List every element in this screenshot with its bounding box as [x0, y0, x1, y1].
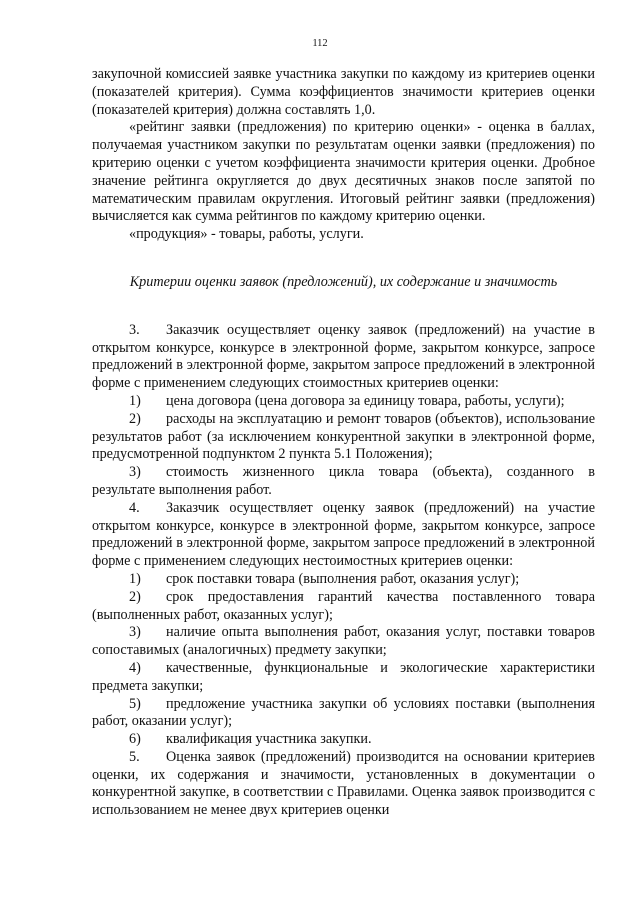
- item-text: наличие опыта выполнения работ, оказания услуг, поставки товаров сопоставимых (аналогичных) предмету закупки;: [92, 624, 595, 659]
- item-number: 5.: [129, 748, 140, 765]
- list-item: [92, 660, 595, 696]
- list-item: [92, 696, 595, 732]
- section-heading: Критерии оценки заявок (предложений), их содержание и значимость: [129, 273, 558, 290]
- item-text: расходы на эксплуатацию и ремонт товаров (объектов), использование результатов работ (за исключением конкурентной закупки в электронной форме, предусмотренной подпунктом 2 пункта 5.1 Положения);: [92, 410, 595, 463]
- list-item: [92, 589, 595, 625]
- page-number: 112: [312, 38, 328, 49]
- numbered-paragraph: [92, 749, 595, 820]
- item-text: срок поставки товара (выполнения работ, оказания услуг);: [166, 570, 520, 587]
- item-number: 2): [129, 588, 141, 605]
- item-text: Заказчик осуществляет оценку заявок (предложений) на участие в открытом конкурсе, конкурсе в электронной форме, закрытом конкурсе, запросе предложений в электронной форме, закрытом запросе предложений в электронной форме с применением следующих стоимостных критериев оценки:: [92, 321, 595, 392]
- definition-paragraph: «рейтинг заявки (предложения) по критерию оценки» - оценка в баллах, получаемая участником закупки по результатам оценки заявки (предложения) по критерию оценки с учетом коэффициента значимости критерия оценки. Дробное значение рейтинга округляется до двух десятичных знаков после запятой по математическим правилам округления. Итоговый рейтинг заявки (предложения) вычисляется как сумма рейтингов по каждому критерию оценки.: [92, 119, 595, 225]
- item-number: 1): [129, 570, 141, 587]
- item-text: срок предоставления гарантий качества поставленного товара (выполненных работ, оказанных услуг);: [92, 588, 595, 623]
- item-text: Заказчик осуществляет оценку заявок (предложений) на участие открытом конкурсе, конкурсе в электронной форме, закрытом конкурсе, запросе предложений в электронной форме, закрытом запросе предложений в электронной форме с применением следующих нестоимостных критериев оценки:: [92, 499, 595, 570]
- item-text: Оценка заявок (предложений) производится на основании критериев оценки, их содержания и значимости, установленных в документации о конкурентной закупке, в соответствии с Правилами. Оценка заявок производится с использованием не менее двух критериев оценки: [92, 748, 595, 819]
- definition-paragraph: «продукция» - товары, работы, услуги.: [129, 226, 364, 243]
- item-text: стоимость жизненного цикла товара (объекта), созданного в результате выполнения работ.: [92, 464, 595, 498]
- item-number: 3.: [129, 321, 140, 338]
- item-number: 4): [129, 659, 141, 676]
- list-item: [92, 624, 595, 660]
- item-number: 3): [129, 624, 141, 641]
- item-text: предложение участника закупки об условиях поставки (выполнения работ, оказании услуг);: [92, 695, 595, 730]
- item-number: 5): [129, 695, 141, 712]
- document-body: [92, 66, 595, 820]
- item-number: 2): [129, 410, 141, 427]
- item-text: квалификация участника закупки.: [166, 731, 372, 748]
- list-item: [92, 464, 595, 500]
- paragraph: закупочной комиссией заявке участника закупки по каждому из критериев оценки (показателей критерия). Сумма коэффициентов значимости критериев оценки (показателей критерия) должна составлять 1,0.: [92, 66, 595, 118]
- item-number: 6): [129, 731, 141, 748]
- item-text: качественные, функциональные и экологические характеристики предмета закупки;: [92, 659, 595, 694]
- list-item: [92, 411, 595, 464]
- item-number: 1): [129, 392, 141, 409]
- numbered-paragraph: [92, 322, 595, 393]
- list-item: [92, 731, 595, 749]
- numbered-paragraph: [92, 500, 595, 571]
- list-item: [92, 393, 595, 411]
- list-item: [92, 571, 595, 589]
- item-number: 3): [129, 464, 141, 481]
- item-text: цена договора (цена договора за единицу товара, работы, услуги);: [166, 392, 565, 409]
- item-number: 4.: [129, 499, 140, 516]
